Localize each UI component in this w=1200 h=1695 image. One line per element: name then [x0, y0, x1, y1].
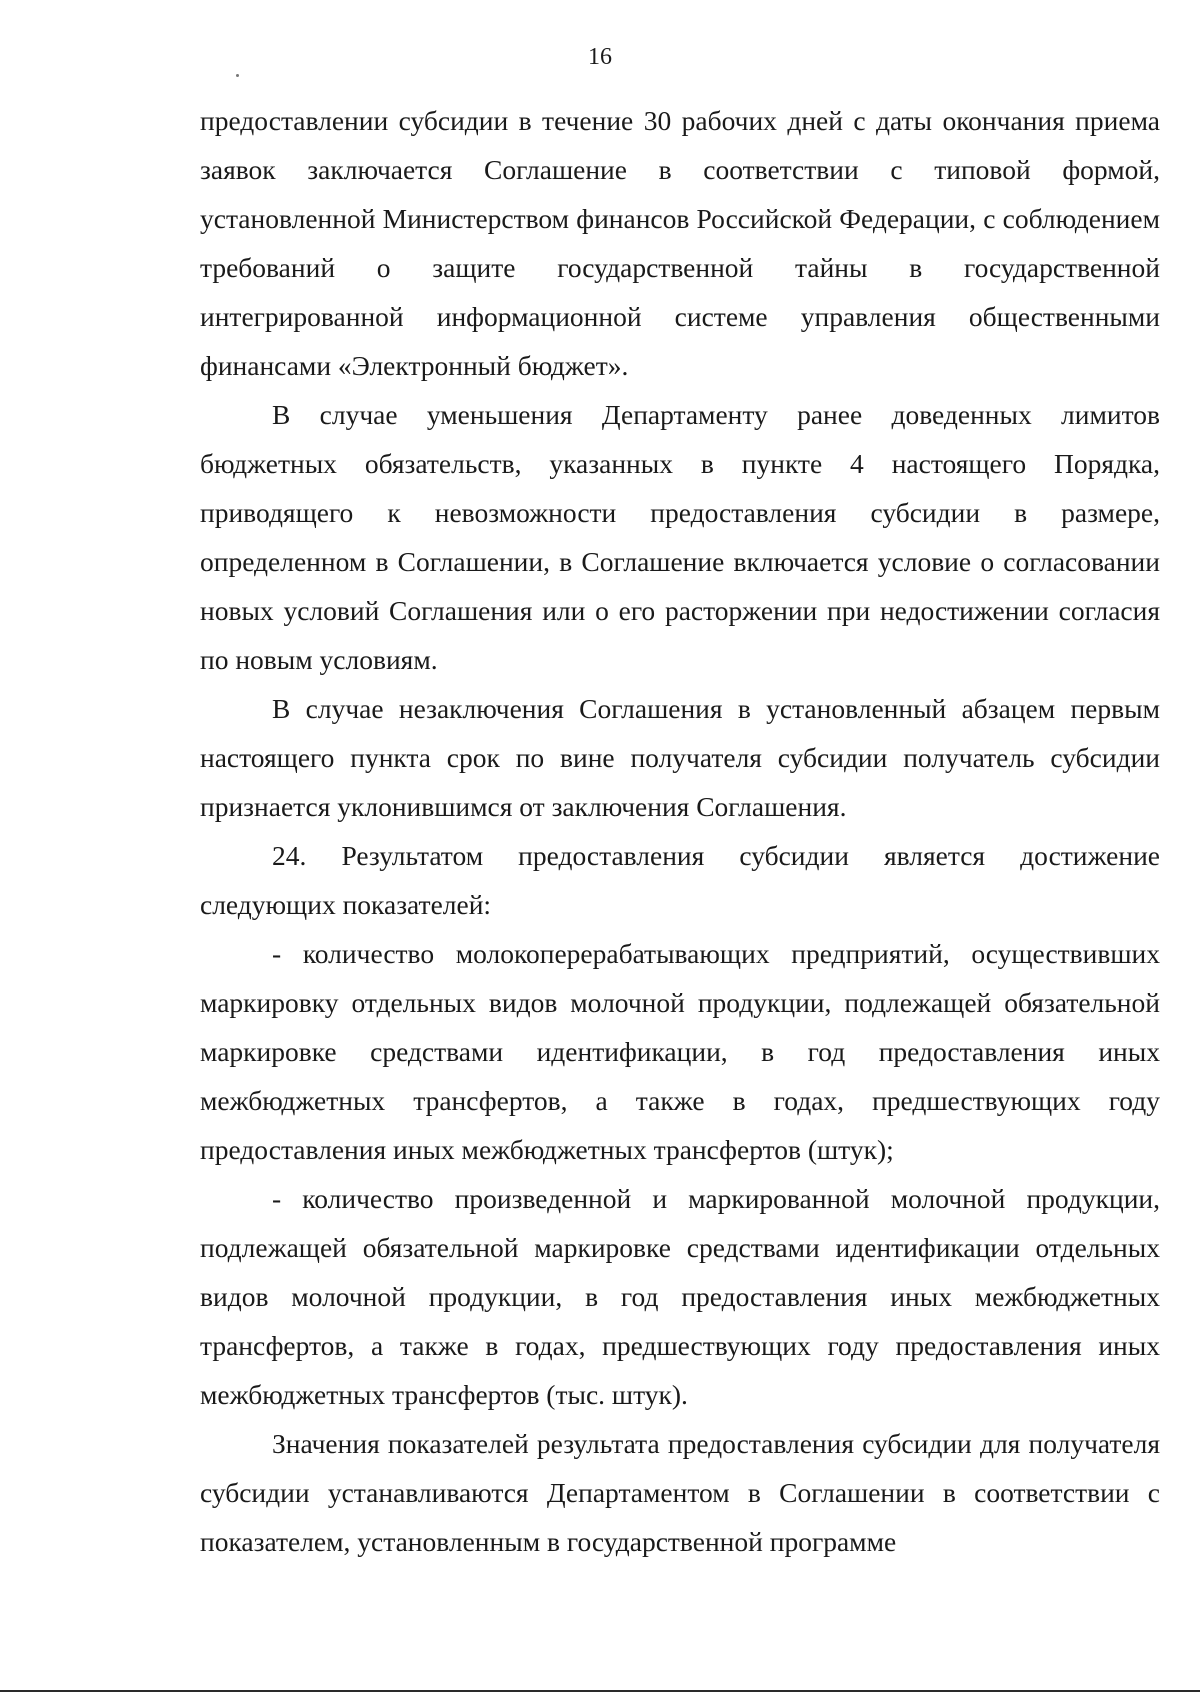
- list-item-enterprises: - количество молокоперерабатывающих предприятий, осуществивших маркировку отдельных видов молочной продукции, подлежащей обязательной маркировке средствами идентификации, в год предоставления иных межбюджетных трансфертов, а также в годах, предшествующих году предоставления иных межбюджетных трансфертов (штук);: [200, 938, 1160, 1165]
- paragraph-continuation: предоставлении субсидии в течение 30 рабочих дней с даты окончания приема заявок заключается Соглашение в соответствии с типовой формой, установленной Министерством финансов Российской Федерации, с соблюдением требований о защите государственной тайны в государственной интегрированной информационной системе управления общественными финансами «Электронный бюджет».: [200, 105, 1160, 381]
- paragraph-non-conclusion: В случае незаключения Соглашения в установленный абзацем первым настоящего пункта срок по вине получателя субсидии получатель субсидии признается уклонившимся от заключения Соглашения.: [200, 693, 1160, 822]
- paragraph-indicator-values: Значения показателей результата предоставления субсидии для получателя субсидии устанавливаются Департаментом в Соглашении в соответствии с показателем, установленным в государственной программе: [200, 1428, 1160, 1557]
- paragraph-result-24: 24. Результатом предоставления субсидии является достижение следующих показателей:: [200, 840, 1160, 920]
- scan-bottom-edge: [0, 1690, 1200, 1692]
- scan-speck: [236, 74, 239, 77]
- document-body: [200, 96, 1160, 1566]
- paragraph-limits-reduction: В случае уменьшения Департаменту ранее доведенных лимитов бюджетных обязательств, указанных в пункте 4 настоящего Порядка, приводящего к невозможности предоставления субсидии в размере, определенном в Соглашении, в Соглашение включается условие о согласовании новых условий Соглашения или о его расторжении при недостижении согласия по новым условиям.: [200, 399, 1160, 675]
- page-number: 16: [588, 44, 612, 70]
- list-item-products: - количество произведенной и маркированной молочной продукции, подлежащей обязательной маркировке средствами идентификации отдельных видов молочной продукции, в год предоставления иных межбюджетных трансфертов, а также в годах, предшествующих году предоставления иных межбюджетных трансфертов (тыс. штук).: [200, 1183, 1160, 1410]
